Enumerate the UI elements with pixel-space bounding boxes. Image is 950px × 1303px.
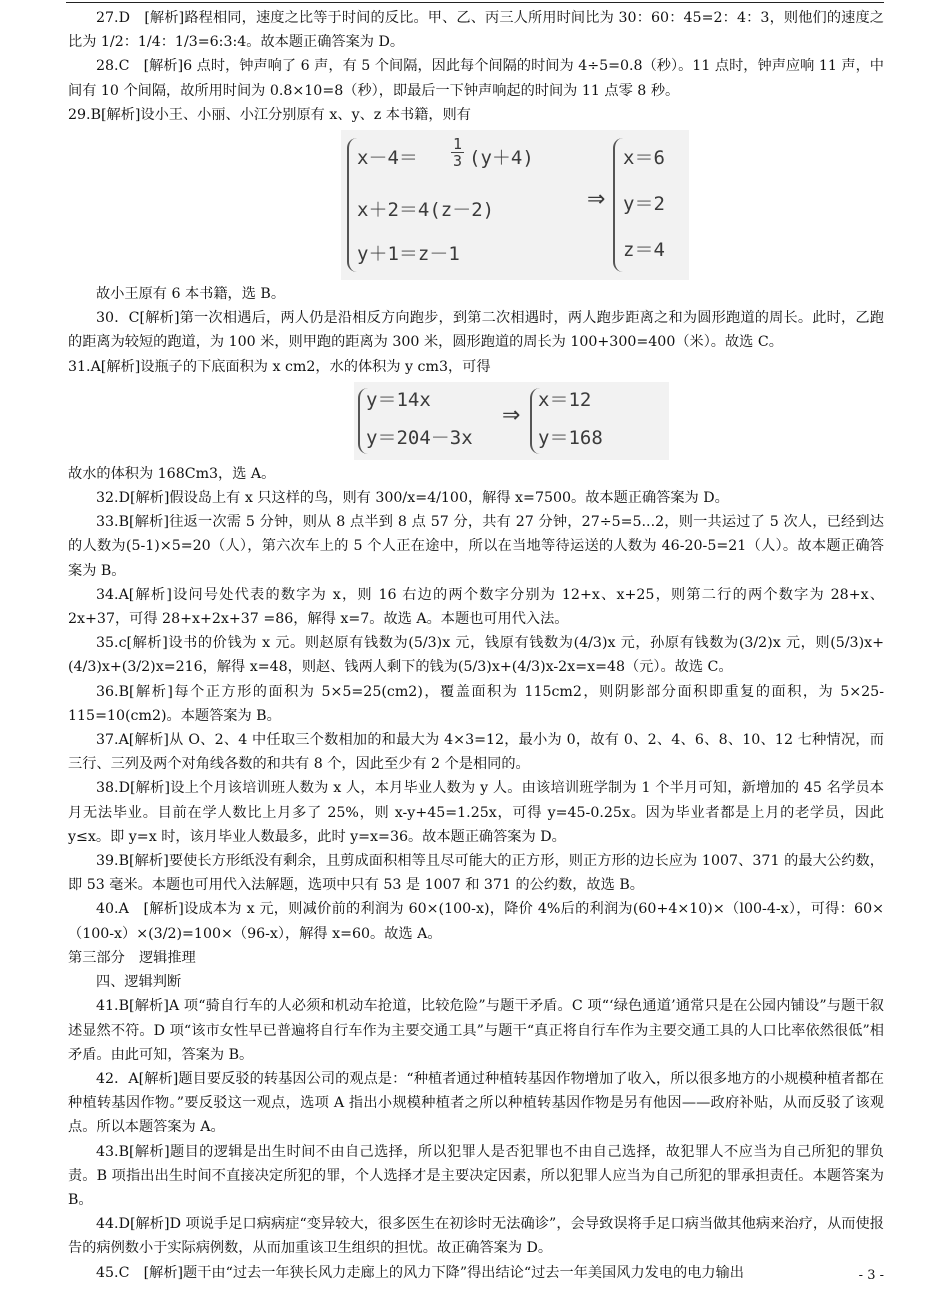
eq29-sol-x: x＝6: [623, 147, 665, 170]
eq29-line2: x＋2＝4(z－2): [357, 199, 495, 222]
answer-44: 44.D[解析]D 项说手足口病病症“变异较大，很多医生在初诊时无法确诊”，会导致误将手足口病当做其他病来治疗，从而使报告的病例数小于实际病例数，从而加重该卫生组织的担忧。故正确答案为 D。: [68, 1216, 884, 1257]
section-heading: 第三部分 逻辑推理: [68, 949, 196, 966]
answer-39: 39.B[解析]要使长方形纸没有剩余，且剪成面积相等且尽可能大的正方形，则正方形的边长应为 1007、371 的最大公约数，即 53 毫米。本题也可用代入法解题，选项中只有 53 是 1007 和 371 的公约数，故选 B。: [68, 853, 884, 894]
answer-40: 40.A [解析]设成本为 x 元，则减价前的利润为 60×(100-x)，降价 4%后的利润为(60+4×10)×（l00-4-x），可得：60×（100-x）×(3/2)=100×（96-x），解得 x=60。故选 A。: [68, 901, 884, 942]
answer-34: 34.A[解析]设问号处代表的数字为 x，则 16 右边的两个数字分别为 12+x、x+25，则第二行的两个数字为 28+x、2x+37，可得 28+x+2x+37 =86，解得 x=7。故选 A。本题也可用代入法。: [68, 586, 884, 628]
eq29-sol-y: y＝2: [623, 193, 665, 216]
answer-27: 27.D [解析]路程相同，速度之比等于时间的反比。甲、乙、丙三人所用时间比为 30：60：45=2：4：3，则他们的速度之比为 1/2：1/4：1/3=6:3:4。故本题正确答案为 D。: [68, 10, 884, 51]
header-rule: [66, 2, 884, 3]
eq31-sol-y: y＝168: [538, 426, 603, 449]
eq29-fraction-den: 3: [453, 152, 463, 171]
eq31-line1: y＝14x: [366, 388, 431, 411]
answer-35: 35.c[解析]设书的价钱为 x 元。则赵原有钱数为(5/3)x 元，钱原有钱数为(4/3)x 元，孙原有钱数为(3/2)x 元，则(5/3)x+(4/3)x+(3/2)x=216，解得 x=48，则赵、钱两人剩下的钱为(5/3)x+(4/3)x-2x=x=48（元）。故选 C。: [68, 635, 884, 676]
subsection-heading: 四、逻辑判断: [96, 974, 182, 991]
eq31-line2: y＝204－3x: [366, 426, 473, 449]
answer-45: 45.C [解析]题干由“过去一年狭长风力走廊上的风力下降”得出结论“过去一年美国风力发电的电力输出: [96, 1264, 744, 1281]
answer-38: 38.D[解析]设上个月该培训班人数为 x 人，本月毕业人数为 y 人。由该培训班学制为 1 个半月可知，新增加的 45 名学员本月无法毕业。目前在学人数比上月多了 25%，则 x-y+45=1.25x，可得 y=45-0.25x。因为毕业者都是上月的老学员，因此 y≤x。即 y=x 时，该月毕业人数最多，此时 y=x=36。故本题正确答案为 D。: [68, 780, 884, 845]
answer-28: 28.C [解析]6 点时，钟声响了 6 声，有 5 个间隔，因此每个间隔的时间为 4÷5=0.8（秒）。11 点时，钟声应响 11 声，中间有 10 个间隔，故所用时间为 0.8×10=8（秒），即最后一下钟声响起的时间为 11 点零 8 秒。: [68, 58, 884, 99]
equation-31-image: [354, 382, 669, 460]
implies-arrow: ⇒: [502, 402, 521, 428]
eq29-sol-z: z＝4: [623, 239, 665, 262]
page-number: - 3 -: [858, 1268, 884, 1283]
answer-42: 42．A[解析]题目要反驳的转基因公司的观点是：“种植者通过种植转基因作物增加了收入，所以很多地方的小规模种植者都在种植转基因作物。”要反驳这一观点，选项 A 指出小规模种植者之所以种植转基因作物是另有他因——政府补贴，从而反驳了该观点。所以本题答案为 A。: [68, 1070, 884, 1136]
eq29-fraction: [451, 136, 464, 169]
right-brace: [613, 138, 623, 272]
answer-31-conclusion: 故水的体积为 168Cm3，选 A。: [68, 465, 276, 482]
eq29-line3: y＋1＝z－1: [357, 243, 460, 266]
eq29-fraction-num: 1: [453, 135, 463, 154]
eq31-sol-x: x＝12: [538, 388, 592, 411]
equation-29-image: [341, 130, 689, 280]
answer-33: 33.B[解析]往返一次需 5 分钟，则从 8 点半到 8 点 57 分，共有 27 分钟，27÷5=5...2，则一共运过了 5 次人，已经到达的人数为(5-1)×5=20（人），第六次车上的 5 个人正在途中，所以在当地等待运送的人数为 46-20-5=21（人）。故本题正确答案为 B。: [68, 514, 884, 579]
eq29-line1-rhs: (y＋4): [469, 147, 534, 170]
answer-29-conclusion: 故小王原有 6 本书籍，选 B。: [96, 286, 286, 303]
answer-41: 41.B[解析]A 项“骑自行车的人必须和机动车抢道，比较危险”与题干矛盾。C 项“‘绿色通道’通常只是在公园内铺设”与题干叙述显然不符。D 项“该市女性早已普遍将自行车作为主要交通工具”与题干“真正将自行车作为主要交通工具的人口比率依然很低”相矛盾。由此可知，答案为 B。: [68, 998, 884, 1063]
answer-37: 37.A[解析]从 O、2、4 中任取三个数相加的和最大为 4×3=12，最小为 0，故有 0、2、4、6、8、10、12 七种情况，而三行、三列及两个对角线各数的和共有 8 个，因此至少有 2 个是相同的。: [68, 732, 884, 773]
answer-43: 43.B[解析]题目的逻辑是出生时间不由自己选择，所以犯罪人是否犯罪也不由自己选择，故犯罪人不应当为自己所犯的罪负责。B 项指出出生时间不直接决定所犯的罪，个人选择才是主要决定因素，所以犯罪人应当为自己所犯的罪承担责任。本题答案为 B。: [68, 1143, 884, 1208]
answer-content: [68, 6, 884, 1285]
answer-29: 29.B[解析]设小王、小丽、小江分别原有 x、y、z 本书籍，则有: [68, 106, 471, 123]
answer-32: 32.D[解析]假设岛上有 x 只这样的鸟，则有 300/x=4/100，解得 x=7500。故本题正确答案为 D。: [96, 490, 729, 507]
answer-36: 36.B[解析]每个正方形的面积为 5×5=25(cm2)，覆盖面积为 115cm2，则阴影部分面积即重复的面积，为 5×25-115=10(cm2)。本题答案为 B。: [68, 683, 884, 724]
eq29-line1-lhs: x－4＝: [357, 147, 418, 170]
answer-31: 31.A[解析]设瓶子的下底面积为 x cm2，水的体积为 y cm3，可得: [68, 358, 491, 375]
implies-arrow: ⇒: [587, 187, 606, 213]
answer-30: 30．C[解析]第一次相遇后，两人仍是沿相反方向跑步，到第二次相遇时，两人跑步距离之和为圆形跑道的周长。此时，乙跑的距离为较短的跑道，为 100 米，则甲跑的距离为 300 米，圆形跑道的周长为 100+300=400（米）。故选 C。: [68, 310, 884, 351]
